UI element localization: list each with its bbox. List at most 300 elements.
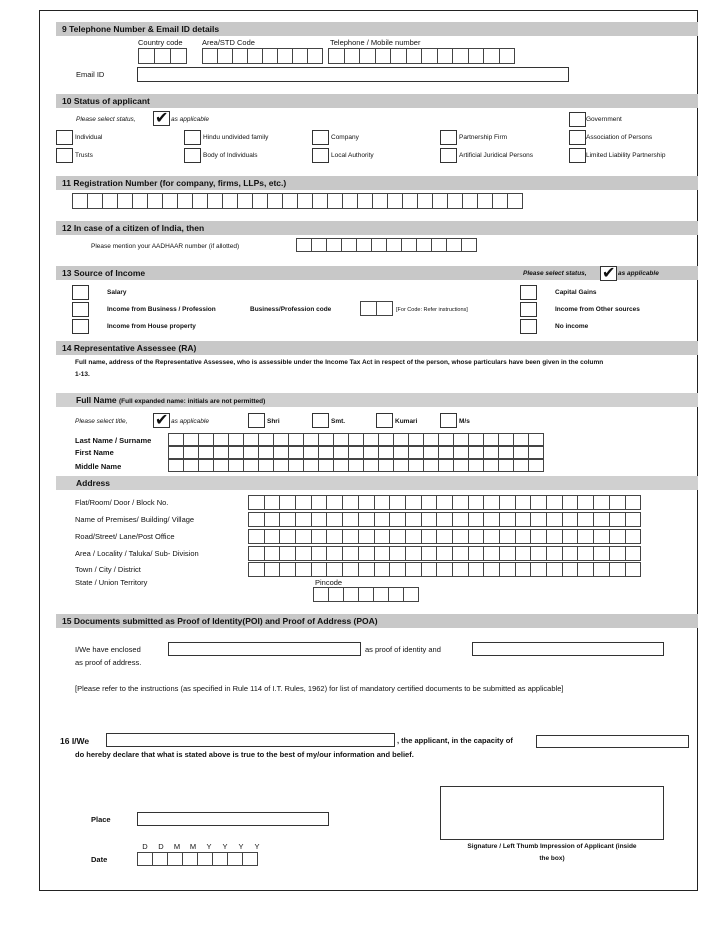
cell[interactable] <box>279 546 296 561</box>
cell[interactable] <box>168 459 184 472</box>
cell[interactable] <box>248 562 265 577</box>
cell[interactable] <box>262 48 278 64</box>
cell[interactable] <box>217 48 233 64</box>
cell[interactable] <box>423 459 439 472</box>
cell[interactable] <box>326 529 343 544</box>
cell[interactable] <box>453 446 469 459</box>
cell[interactable] <box>546 546 563 561</box>
cell[interactable] <box>311 495 328 510</box>
capacity-input[interactable] <box>536 735 689 748</box>
cell[interactable] <box>436 512 453 527</box>
cell[interactable] <box>342 529 359 544</box>
cell[interactable] <box>242 852 258 866</box>
checkbox-shri[interactable] <box>248 413 265 428</box>
cell[interactable] <box>192 193 208 209</box>
cell[interactable] <box>408 459 424 472</box>
cell[interactable] <box>436 546 453 561</box>
cell[interactable] <box>252 193 268 209</box>
cell[interactable] <box>625 495 642 510</box>
checkbox-individual[interactable] <box>56 130 73 145</box>
cell[interactable] <box>577 512 594 527</box>
checkbox-trusts[interactable] <box>56 148 73 163</box>
cell[interactable] <box>386 238 402 252</box>
cell[interactable] <box>528 446 544 459</box>
cell[interactable] <box>375 48 392 64</box>
cell[interactable] <box>228 446 244 459</box>
cell[interactable] <box>406 48 423 64</box>
poa-input[interactable] <box>472 642 664 656</box>
cell[interactable] <box>162 193 178 209</box>
cell[interactable] <box>296 238 312 252</box>
cell[interactable] <box>292 48 308 64</box>
cell[interactable] <box>248 495 265 510</box>
phone-cells[interactable] <box>328 48 514 64</box>
cell[interactable] <box>363 433 379 446</box>
cell[interactable] <box>452 562 469 577</box>
cell[interactable] <box>213 433 229 446</box>
cell[interactable] <box>327 193 343 209</box>
cell[interactable] <box>483 562 500 577</box>
cell[interactable] <box>515 529 532 544</box>
checkbox-house[interactable] <box>72 319 89 334</box>
cell[interactable] <box>348 433 364 446</box>
cell[interactable] <box>403 587 419 602</box>
cell[interactable] <box>562 562 579 577</box>
cell[interactable] <box>277 48 293 64</box>
cell[interactable] <box>389 495 406 510</box>
premises-cells[interactable] <box>248 512 640 527</box>
cell[interactable] <box>303 459 319 472</box>
cell[interactable] <box>372 193 388 209</box>
cell[interactable] <box>313 587 329 602</box>
cell[interactable] <box>405 529 422 544</box>
cell[interactable] <box>341 238 357 252</box>
cell[interactable] <box>374 562 391 577</box>
cell[interactable] <box>483 446 499 459</box>
checkbox-aop[interactable] <box>569 130 586 145</box>
cell[interactable] <box>453 459 469 472</box>
cell[interactable] <box>117 193 133 209</box>
cell[interactable] <box>374 495 391 510</box>
cell[interactable] <box>213 459 229 472</box>
cell[interactable] <box>388 587 404 602</box>
cell[interactable] <box>295 495 312 510</box>
cell[interactable] <box>326 495 343 510</box>
cell[interactable] <box>303 446 319 459</box>
cell[interactable] <box>264 546 281 561</box>
cell[interactable] <box>326 562 343 577</box>
cell[interactable] <box>477 193 493 209</box>
cell[interactable] <box>405 495 422 510</box>
cell[interactable] <box>468 546 485 561</box>
cell[interactable] <box>311 546 328 561</box>
cell[interactable] <box>468 562 485 577</box>
cell[interactable] <box>311 562 328 577</box>
cell[interactable] <box>515 495 532 510</box>
cell[interactable] <box>530 562 547 577</box>
email-input[interactable] <box>137 67 569 82</box>
cell[interactable] <box>288 446 304 459</box>
cell[interactable] <box>562 495 579 510</box>
cell[interactable] <box>152 852 168 866</box>
cell[interactable] <box>499 512 516 527</box>
poi-input[interactable] <box>168 642 361 656</box>
checkbox-other-sources[interactable] <box>520 302 537 317</box>
cell[interactable] <box>311 529 328 544</box>
cell[interactable] <box>279 512 296 527</box>
business-code-cells[interactable] <box>360 301 392 316</box>
cell[interactable] <box>267 193 283 209</box>
place-input[interactable] <box>137 812 329 826</box>
cell[interactable] <box>593 495 610 510</box>
cell[interactable] <box>358 495 375 510</box>
registration-number-cells[interactable] <box>72 193 522 209</box>
cell[interactable] <box>363 446 379 459</box>
cell[interactable] <box>609 495 626 510</box>
cell[interactable] <box>374 529 391 544</box>
cell[interactable] <box>373 587 389 602</box>
cell[interactable] <box>483 48 500 64</box>
cell[interactable] <box>248 512 265 527</box>
cell[interactable] <box>625 546 642 561</box>
cell[interactable] <box>498 459 514 472</box>
cell[interactable] <box>154 48 171 64</box>
cell[interactable] <box>447 193 463 209</box>
cell[interactable] <box>421 495 438 510</box>
cell[interactable] <box>273 446 289 459</box>
cell[interactable] <box>468 446 484 459</box>
cell[interactable] <box>546 529 563 544</box>
cell[interactable] <box>436 562 453 577</box>
cell[interactable] <box>492 193 508 209</box>
first-name-cells[interactable] <box>168 446 543 459</box>
cell[interactable] <box>312 193 328 209</box>
cell[interactable] <box>357 193 373 209</box>
cell[interactable] <box>507 193 523 209</box>
cell[interactable] <box>342 546 359 561</box>
cell[interactable] <box>431 238 447 252</box>
checkbox-capital-gains[interactable] <box>520 285 537 300</box>
checkbox-salary[interactable] <box>72 285 89 300</box>
cell[interactable] <box>452 495 469 510</box>
checkbox-company[interactable] <box>312 130 329 145</box>
cell[interactable] <box>132 193 148 209</box>
cell[interactable] <box>453 433 469 446</box>
declarant-name-input[interactable] <box>106 733 395 747</box>
cell[interactable] <box>577 529 594 544</box>
cell[interactable] <box>393 433 409 446</box>
cell[interactable] <box>513 459 529 472</box>
cell[interactable] <box>295 562 312 577</box>
cell[interactable] <box>446 238 462 252</box>
cell[interactable] <box>360 301 377 316</box>
cell[interactable] <box>343 587 359 602</box>
cell[interactable] <box>405 512 422 527</box>
flat-cells[interactable] <box>248 495 640 510</box>
cell[interactable] <box>499 48 516 64</box>
cell[interactable] <box>311 512 328 527</box>
road-cells[interactable] <box>248 529 640 544</box>
cell[interactable] <box>247 48 263 64</box>
cell[interactable] <box>513 446 529 459</box>
cell[interactable] <box>530 512 547 527</box>
cell[interactable] <box>513 433 529 446</box>
signature-box[interactable] <box>440 786 664 840</box>
pincode-cells[interactable] <box>313 587 418 602</box>
checkbox-smt[interactable] <box>312 413 329 428</box>
cell[interactable] <box>222 193 238 209</box>
cell[interactable] <box>183 459 199 472</box>
cell[interactable] <box>213 446 229 459</box>
cell[interactable] <box>423 433 439 446</box>
cell[interactable] <box>342 512 359 527</box>
cell[interactable] <box>167 852 183 866</box>
cell[interactable] <box>498 446 514 459</box>
cell[interactable] <box>408 433 424 446</box>
cell[interactable] <box>295 546 312 561</box>
cell[interactable] <box>333 446 349 459</box>
town-cells[interactable] <box>248 562 640 577</box>
cell[interactable] <box>515 546 532 561</box>
cell[interactable] <box>168 446 184 459</box>
checkbox-business[interactable] <box>72 302 89 317</box>
cell[interactable] <box>528 459 544 472</box>
cell[interactable] <box>432 193 448 209</box>
cell[interactable] <box>202 48 218 64</box>
cell[interactable] <box>237 193 253 209</box>
cell[interactable] <box>273 433 289 446</box>
cell[interactable] <box>258 433 274 446</box>
cell[interactable] <box>248 546 265 561</box>
cell[interactable] <box>288 433 304 446</box>
cell[interactable] <box>170 48 187 64</box>
cell[interactable] <box>227 852 243 866</box>
cell[interactable] <box>625 512 642 527</box>
cell[interactable] <box>498 433 514 446</box>
cell[interactable] <box>423 446 439 459</box>
cell[interactable] <box>279 529 296 544</box>
cell[interactable] <box>279 562 296 577</box>
cell[interactable] <box>421 562 438 577</box>
cell[interactable] <box>228 433 244 446</box>
cell[interactable] <box>468 512 485 527</box>
cell[interactable] <box>318 459 334 472</box>
cell[interactable] <box>198 433 214 446</box>
cell[interactable] <box>279 495 296 510</box>
cell[interactable] <box>438 446 454 459</box>
cell[interactable] <box>243 459 259 472</box>
checkbox-ajp[interactable] <box>440 148 457 163</box>
last-name-cells[interactable] <box>168 433 543 446</box>
cell[interactable] <box>333 459 349 472</box>
cell[interactable] <box>389 546 406 561</box>
cell[interactable] <box>307 48 323 64</box>
cell[interactable] <box>546 562 563 577</box>
cell[interactable] <box>499 546 516 561</box>
area-code-cells[interactable] <box>202 48 322 64</box>
cell[interactable] <box>168 433 184 446</box>
cell[interactable] <box>421 546 438 561</box>
cell[interactable] <box>625 562 642 577</box>
cell[interactable] <box>452 529 469 544</box>
cell[interactable] <box>358 512 375 527</box>
checkbox-kumari[interactable] <box>376 413 393 428</box>
cell[interactable] <box>102 193 118 209</box>
cell[interactable] <box>328 587 344 602</box>
cell[interactable] <box>87 193 103 209</box>
cell[interactable] <box>577 562 594 577</box>
cell[interactable] <box>297 193 313 209</box>
cell[interactable] <box>359 48 376 64</box>
cell[interactable] <box>147 193 163 209</box>
cell[interactable] <box>461 238 477 252</box>
cell[interactable] <box>483 512 500 527</box>
cell[interactable] <box>389 562 406 577</box>
cell[interactable] <box>363 459 379 472</box>
cell[interactable] <box>609 529 626 544</box>
cell[interactable] <box>197 852 213 866</box>
cell[interactable] <box>609 562 626 577</box>
checkbox-government[interactable] <box>569 112 586 127</box>
cell[interactable] <box>462 193 478 209</box>
cell[interactable] <box>311 238 327 252</box>
cell[interactable] <box>468 459 484 472</box>
cell[interactable] <box>468 495 485 510</box>
cell[interactable] <box>421 529 438 544</box>
cell[interactable] <box>258 459 274 472</box>
cell[interactable] <box>248 529 265 544</box>
checkbox-boi[interactable] <box>184 148 201 163</box>
cell[interactable] <box>393 459 409 472</box>
cell[interactable] <box>499 529 516 544</box>
cell[interactable] <box>452 512 469 527</box>
cell[interactable] <box>207 193 223 209</box>
cell[interactable] <box>264 529 281 544</box>
cell[interactable] <box>342 495 359 510</box>
cell[interactable] <box>405 562 422 577</box>
cell[interactable] <box>273 459 289 472</box>
cell[interactable] <box>609 546 626 561</box>
cell[interactable] <box>562 529 579 544</box>
cell[interactable] <box>378 446 394 459</box>
cell[interactable] <box>356 238 372 252</box>
cell[interactable] <box>393 446 409 459</box>
cell[interactable] <box>183 433 199 446</box>
cell[interactable] <box>499 562 516 577</box>
cell[interactable] <box>438 459 454 472</box>
cell[interactable] <box>515 562 532 577</box>
cell[interactable] <box>326 238 342 252</box>
cell[interactable] <box>342 193 358 209</box>
cell[interactable] <box>318 446 334 459</box>
cell[interactable] <box>562 546 579 561</box>
cell[interactable] <box>348 459 364 472</box>
cell[interactable] <box>483 433 499 446</box>
cell[interactable] <box>468 48 485 64</box>
cell[interactable] <box>401 238 417 252</box>
cell[interactable] <box>295 529 312 544</box>
cell[interactable] <box>232 48 248 64</box>
cell[interactable] <box>483 459 499 472</box>
middle-name-cells[interactable] <box>168 459 543 472</box>
cell[interactable] <box>182 852 198 866</box>
cell[interactable] <box>530 546 547 561</box>
cell[interactable] <box>546 495 563 510</box>
cell[interactable] <box>177 193 193 209</box>
cell[interactable] <box>417 193 433 209</box>
cell[interactable] <box>358 546 375 561</box>
cell[interactable] <box>348 446 364 459</box>
checkbox-local-authority[interactable] <box>312 148 329 163</box>
cell[interactable] <box>546 512 563 527</box>
cell[interactable] <box>625 529 642 544</box>
cell[interactable] <box>452 546 469 561</box>
cell[interactable] <box>198 446 214 459</box>
cell[interactable] <box>416 238 432 252</box>
cell[interactable] <box>421 48 438 64</box>
cell[interactable] <box>483 546 500 561</box>
cell[interactable] <box>438 433 454 446</box>
cell[interactable] <box>483 495 500 510</box>
cell[interactable] <box>483 529 500 544</box>
cell[interactable] <box>609 512 626 527</box>
cell[interactable] <box>562 512 579 527</box>
cell[interactable] <box>530 495 547 510</box>
cell[interactable] <box>593 529 610 544</box>
cell[interactable] <box>421 512 438 527</box>
country-code-cells[interactable] <box>138 48 186 64</box>
checkbox-huf[interactable] <box>184 130 201 145</box>
cell[interactable] <box>358 529 375 544</box>
cell[interactable] <box>358 587 374 602</box>
cell[interactable] <box>378 459 394 472</box>
cell[interactable] <box>402 193 418 209</box>
cell[interactable] <box>376 301 393 316</box>
cell[interactable] <box>389 512 406 527</box>
cell[interactable] <box>72 193 88 209</box>
cell[interactable] <box>137 852 153 866</box>
cell[interactable] <box>282 193 298 209</box>
cell[interactable] <box>326 512 343 527</box>
cell[interactable] <box>468 433 484 446</box>
cell[interactable] <box>358 562 375 577</box>
cell[interactable] <box>528 433 544 446</box>
cell[interactable] <box>387 193 403 209</box>
cell[interactable] <box>295 512 312 527</box>
cell[interactable] <box>515 512 532 527</box>
cell[interactable] <box>468 529 485 544</box>
cell[interactable] <box>408 446 424 459</box>
cell[interactable] <box>288 459 304 472</box>
cell[interactable] <box>264 495 281 510</box>
aadhaar-cells[interactable] <box>296 238 476 252</box>
cell[interactable] <box>593 546 610 561</box>
cell[interactable] <box>436 495 453 510</box>
cell[interactable] <box>374 546 391 561</box>
cell[interactable] <box>328 48 345 64</box>
cell[interactable] <box>333 433 349 446</box>
cell[interactable] <box>390 48 407 64</box>
cell[interactable] <box>374 512 391 527</box>
cell[interactable] <box>389 529 406 544</box>
checkbox-partnership[interactable] <box>440 130 457 145</box>
cell[interactable] <box>258 446 274 459</box>
cell[interactable] <box>228 459 244 472</box>
cell[interactable] <box>452 48 469 64</box>
cell[interactable] <box>318 433 334 446</box>
cell[interactable] <box>436 529 453 544</box>
checkbox-no-income[interactable] <box>520 319 537 334</box>
